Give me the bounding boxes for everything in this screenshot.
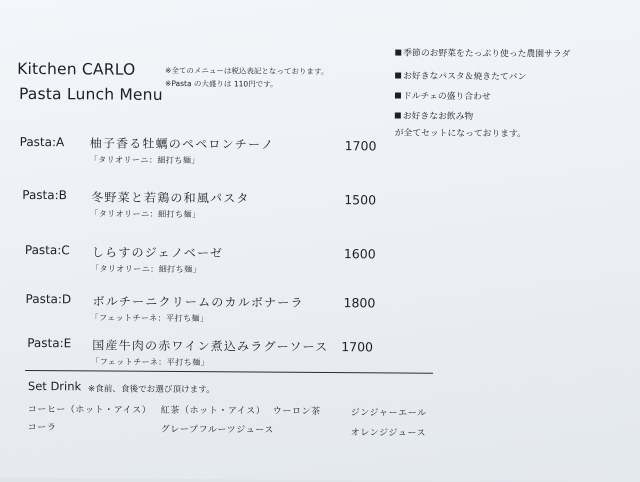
restaurant-name: Kitchen CARLO — [17, 59, 136, 79]
large-portion-note: ※Pasta の大盛りは 110円です。 — [165, 78, 278, 89]
drink-cola: コーラ — [27, 422, 57, 434]
pasta-b-label: Pasta:B — [22, 187, 67, 203]
square-bullet-icon — [395, 73, 401, 79]
pasta-d-label: Pasta:D — [25, 291, 72, 307]
pasta-a-noodle: 「タリオリーニ：細打ち麺」 — [89, 154, 200, 166]
set-drink-note: ※食前、食後でお選び頂けます。 — [87, 384, 215, 396]
set-footer: が全てセットになっております。 — [394, 128, 527, 140]
square-bullet-icon — [395, 113, 401, 119]
drink-grapefruit-juice: グレープフルーツジュース — [160, 424, 275, 436]
set-item-salad: 季節のお野菜をたっぷり使った農園サラダ — [395, 46, 570, 60]
pasta-c-label: Pasta:C — [24, 242, 70, 258]
pasta-b-noodle: 「タリオリーニ：細打ち麺」 — [90, 208, 201, 220]
tax-note: ※全てのメニューは税込表記となっております。 — [165, 65, 329, 77]
pasta-c-price: 1600 — [343, 246, 376, 262]
pasta-c-name: しらすのジェノベーゼ — [91, 245, 224, 261]
pasta-b-name: 冬野菜と若鶏の和風パスタ — [91, 190, 250, 206]
pasta-e-label: Pasta:E — [27, 335, 72, 351]
set-item-pasta-bread: お好きなパスタ＆焼きたてパン — [395, 69, 526, 83]
drink-tea: 紅茶（ホット・アイス） — [160, 405, 266, 417]
menu-title: Pasta Lunch Menu — [18, 84, 163, 104]
pasta-a-name: 柚子香る牡蠣のペペロンチーノ — [89, 136, 275, 152]
set-drink-title: Set Drink — [27, 378, 82, 394]
pasta-e-noodle: 「フェットチーネ：平打ち麺」 — [91, 356, 210, 368]
pasta-d-noodle: 「フェットチーネ：平打ち麺」 — [90, 312, 209, 324]
drink-oolong: ウーロン茶 — [272, 406, 321, 418]
pasta-e-name: 国産牛肉の赤ワイン煮込みラグーソース — [92, 338, 329, 355]
drink-orange-juice: オレンジジュース — [350, 428, 427, 439]
pasta-d-price: 1800 — [343, 295, 376, 311]
pasta-a-label: Pasta:A — [19, 134, 65, 150]
section-divider — [25, 370, 433, 374]
set-item-dolce: ドルチェの盛り合わせ — [395, 89, 491, 103]
pasta-a-price: 1700 — [344, 138, 377, 154]
set-item-drink: お好きなお飲み物 — [395, 109, 473, 123]
drink-ginger-ale: ジンジャーエール — [350, 408, 427, 419]
pasta-c-noodle: 「タリオリーニ：細打ち麺」 — [90, 263, 202, 275]
pasta-e-price: 1700 — [341, 339, 374, 355]
drink-coffee: コーヒー（ホット・アイス） — [27, 404, 152, 416]
pasta-b-price: 1500 — [344, 192, 377, 208]
square-bullet-icon — [395, 93, 401, 99]
square-bullet-icon — [395, 50, 401, 56]
pasta-d-name: ボルチーニクリームのカルボナーラ — [92, 294, 304, 310]
